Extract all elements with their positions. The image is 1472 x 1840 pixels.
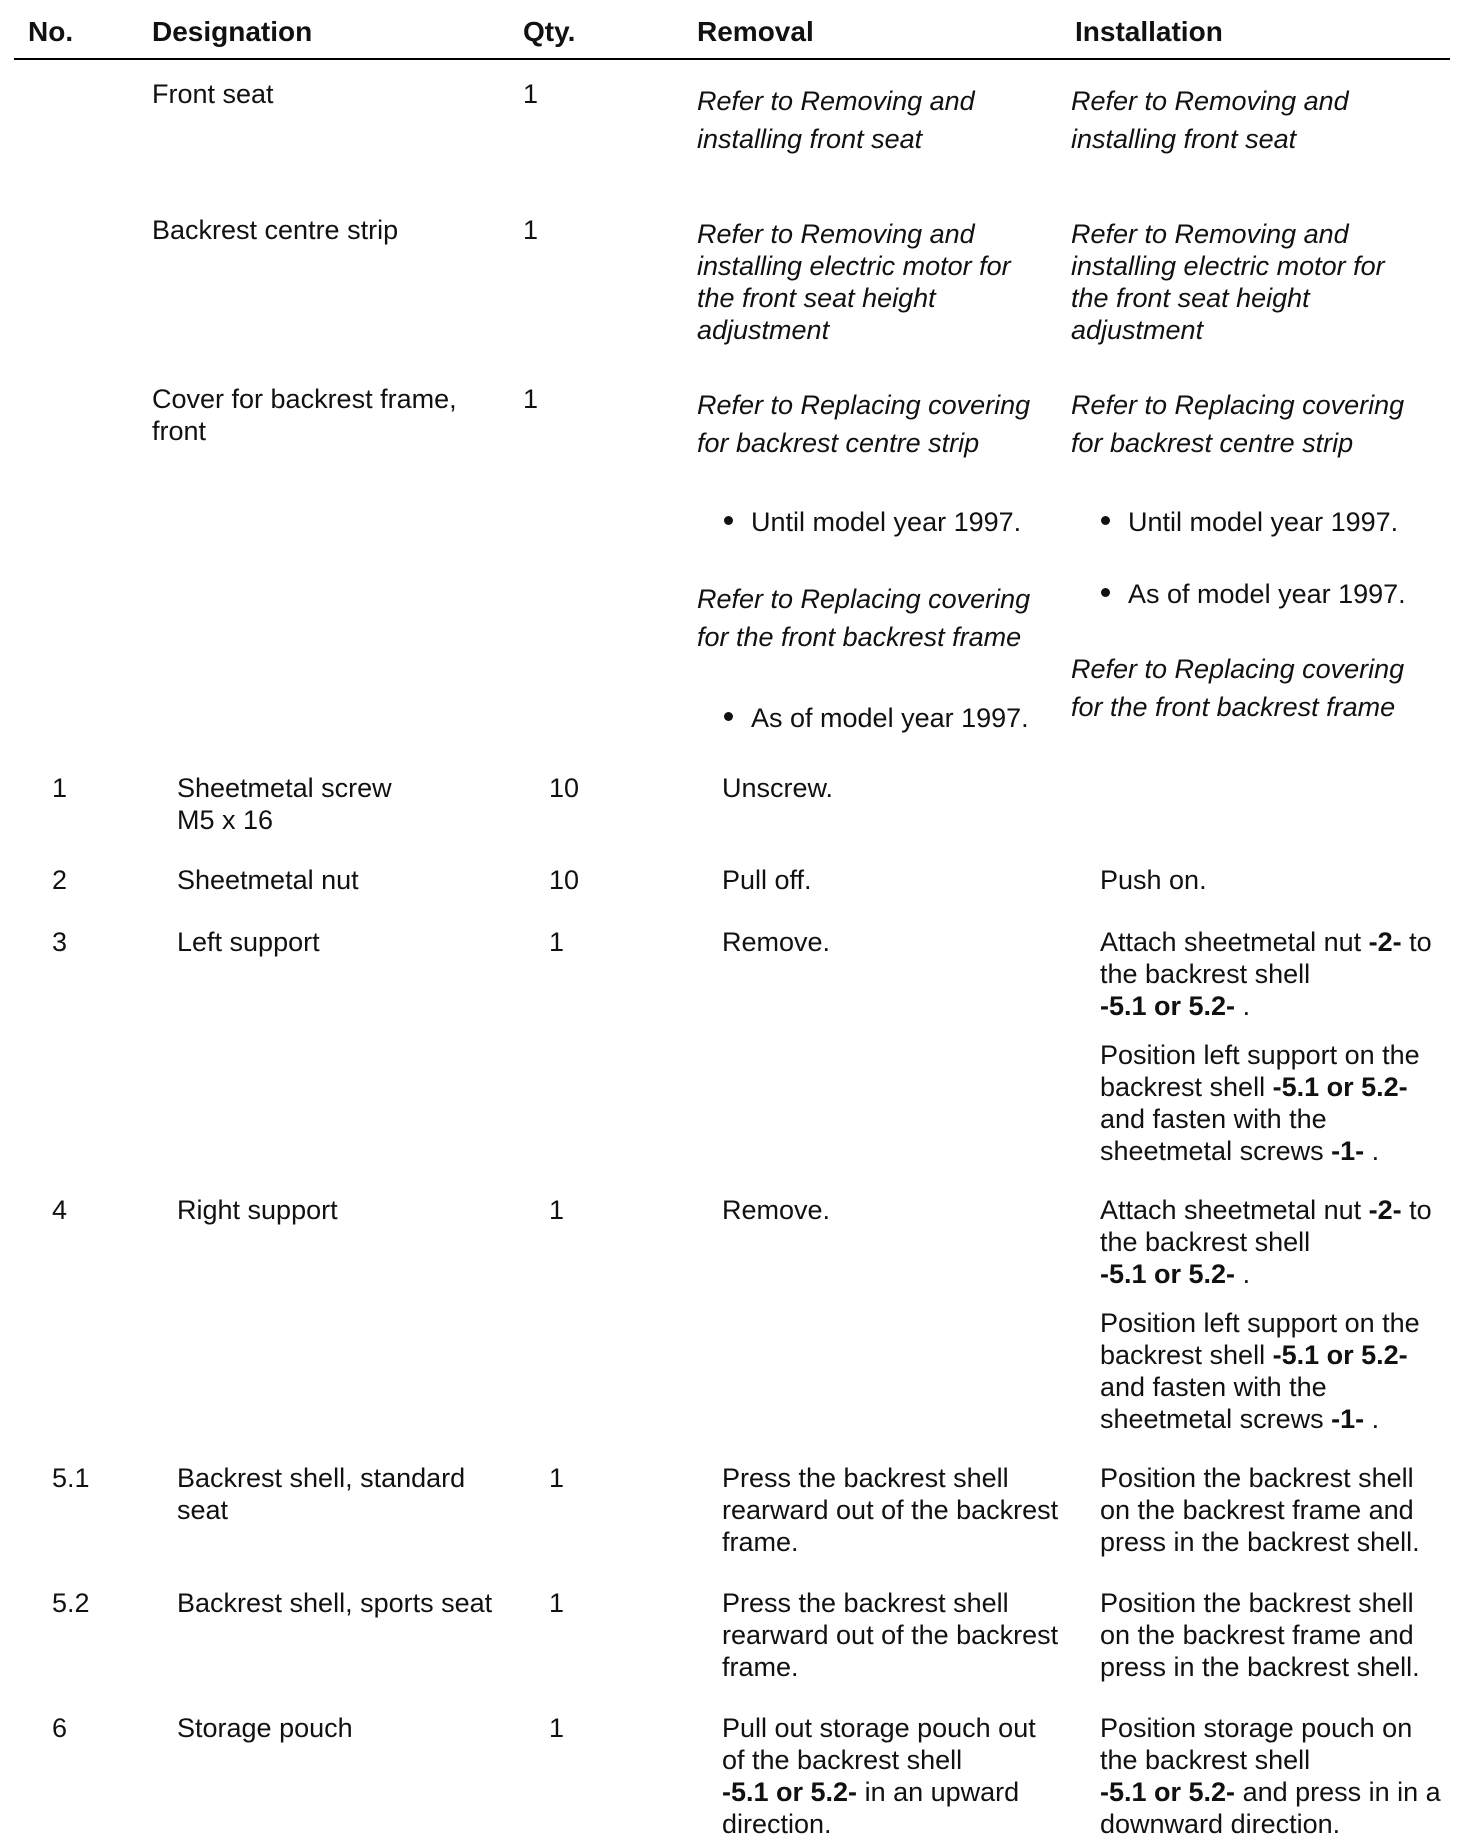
removal-bullet-as-of-1997: As of model year 1997. (724, 702, 1029, 734)
designation-right-support: Right support (177, 1195, 338, 1225)
col-header-qty: Qty. (523, 16, 576, 47)
col-header-removal: Removal (697, 16, 814, 47)
qty-part-2: 10 (549, 865, 580, 895)
qty-part-4: 1 (549, 1195, 565, 1225)
installation-ref-backrest-centre-strip[interactable]: Refer to Removing and installing electric motor for the front seat height adjustment (1071, 219, 1385, 345)
installation-ref-front-backrest-frame[interactable]: Refer to Replacing covering for the front backrest frame (1071, 654, 1405, 722)
designation-storage-pouch: Storage pouch (177, 1713, 353, 1743)
part-no-3: 3 (52, 927, 68, 957)
qty-front-seat: 1 (523, 79, 539, 109)
designation-cover-backrest-frame: Cover for backrest frame, front (152, 384, 457, 446)
installation-part-5-2: Position the backrest shell on the backrest frame and press in the backrest shell. (1100, 1588, 1420, 1682)
col-header-designation: Designation (152, 16, 313, 47)
installation-part-2: Push on. (1100, 865, 1207, 895)
removal-part-4: Remove. (722, 1195, 831, 1225)
qty-part-5-1: 1 (549, 1463, 565, 1493)
removal-part-1: Unscrew. (722, 773, 834, 803)
installation-bullet-as-of-1997: As of model year 1997. (1101, 578, 1406, 610)
installation-part-6: Position storage pouch on the backrest shell -5.1 or 5.2- and press in in a downward direction. (1100, 1713, 1441, 1839)
removal-part-6: Pull out storage pouch out of the backrest shell -5.1 or 5.2- in an upward direction. (722, 1713, 1036, 1839)
designation-front-seat: Front seat (152, 79, 274, 109)
col-header-no: No. (28, 16, 74, 47)
bullet-icon (1101, 516, 1110, 525)
qty-part-6: 1 (549, 1713, 565, 1743)
installation-ref-centre-strip-covering[interactable]: Refer to Replacing covering for backrest centre strip (1071, 390, 1405, 458)
designation-backrest-shell-standard: Backrest shell, standard seat (177, 1463, 466, 1525)
qty-part-1: 10 (549, 773, 580, 803)
part-no-5-1: 5.1 (52, 1463, 90, 1493)
qty-part-5-2: 1 (549, 1588, 565, 1618)
installation-part-4-position: Position left support on the backrest shell -5.1 or 5.2- and fasten with the sheetmetal screws -1- . (1100, 1308, 1420, 1434)
removal-part-5-2: Press the backrest shell rearward out of the backrest frame. (722, 1588, 1059, 1682)
bullet-icon (724, 712, 733, 721)
designation-backrest-centre-strip: Backrest centre strip (152, 215, 399, 245)
installation-ref-front-seat[interactable]: Refer to Removing and installing front seat (1071, 86, 1349, 154)
designation-sheetmetal-nut: Sheetmetal nut (177, 865, 359, 895)
removal-ref-front-backrest-frame[interactable]: Refer to Replacing covering for the front backrest frame (697, 584, 1031, 652)
part-no-5-2: 5.2 (52, 1588, 90, 1618)
removal-part-3: Remove. (722, 927, 831, 957)
header-rule (14, 58, 1450, 60)
installation-part-5-1: Position the backrest shell on the backrest frame and press in the backrest shell. (1100, 1463, 1420, 1557)
part-no-6: 6 (52, 1713, 68, 1743)
installation-bullet-until-1997: Until model year 1997. (1101, 506, 1398, 538)
qty-backrest-centre-strip: 1 (523, 215, 539, 245)
designation-left-support: Left support (177, 927, 320, 957)
installation-part-3-attach: Attach sheetmetal nut -2- to the backrest shell -5.1 or 5.2- . (1100, 927, 1432, 1021)
bullet-icon (724, 516, 733, 525)
col-header-installation: Installation (1075, 16, 1223, 47)
removal-part-5-1: Press the backrest shell rearward out of the backrest frame. (722, 1463, 1059, 1557)
part-no-2: 2 (52, 865, 68, 895)
installation-part-4-attach: Attach sheetmetal nut -2- to the backrest shell -5.1 or 5.2- . (1100, 1195, 1432, 1289)
removal-ref-backrest-centre-strip[interactable]: Refer to Removing and installing electric motor for the front seat height adjustment (697, 219, 1011, 345)
designation-backrest-shell-sports: Backrest shell, sports seat (177, 1588, 493, 1618)
removal-part-2: Pull off. (722, 865, 812, 895)
part-no-4: 4 (52, 1195, 68, 1225)
installation-part-3-position: Position left support on the backrest shell -5.1 or 5.2- and fasten with the sheetmetal screws -1- . (1100, 1040, 1420, 1166)
removal-ref-centre-strip-covering[interactable]: Refer to Replacing covering for backrest centre strip (697, 390, 1031, 458)
part-no-1: 1 (52, 773, 68, 803)
bullet-icon (1101, 588, 1110, 597)
qty-part-3: 1 (549, 927, 565, 957)
removal-bullet-until-1997: Until model year 1997. (724, 506, 1021, 538)
designation-sheetmetal-screw: Sheetmetal screw M5 x 16 (177, 773, 392, 835)
qty-cover-backrest-frame: 1 (523, 384, 539, 414)
removal-ref-front-seat[interactable]: Refer to Removing and installing front seat (697, 86, 975, 154)
